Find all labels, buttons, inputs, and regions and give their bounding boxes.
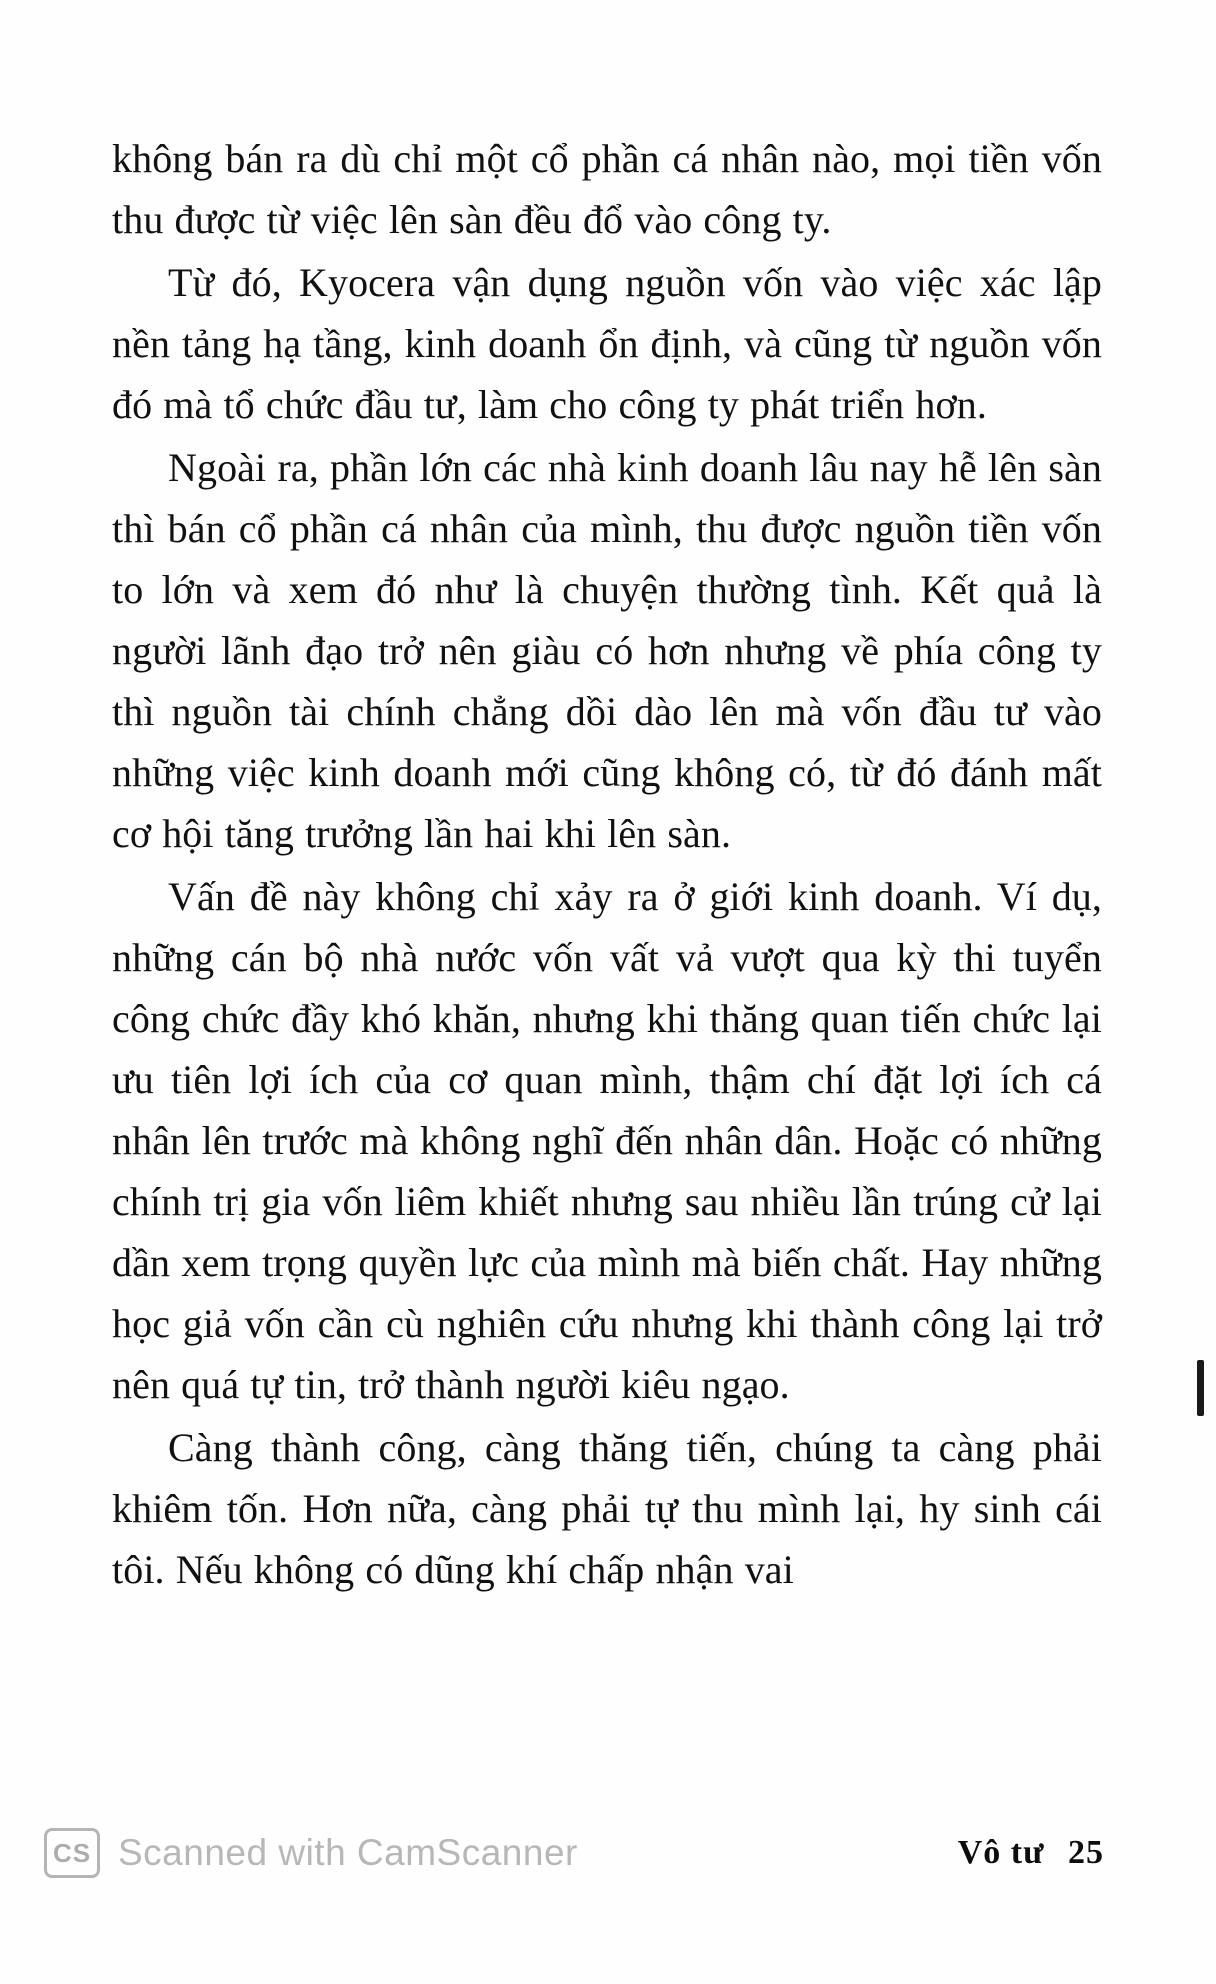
camscanner-label: Scanned with CamScanner bbox=[118, 1832, 578, 1873]
camscanner-watermark bbox=[44, 1828, 578, 1878]
paragraph: Vấn đề này không chỉ xảy ra ở giới kinh doanh. Ví dụ, những cán bộ nhà nước vốn vất vả vượt qua kỳ thi tuyển công chức đầy khó khăn, nhưng khi thăng quan tiến chức lại ưu tiên lợi ích của cơ quan mình, thậm chí đặt lợi ích cá nhân lên trước mà không nghĩ đến nhân dân. Hoặc có những chính trị gia vốn liêm khiết nhưng sau nhiều lần trúng cử lại dần xem trọng quyền lực của mình mà biến chất. Hay những học giả vốn cần cù nghiên cứu nhưng khi thành công lại trở nên quá tự tin, trở thành người kiêu ngạo. bbox=[112, 874, 1102, 1407]
folio bbox=[958, 1834, 1104, 1872]
body-text-column bbox=[112, 128, 1102, 1602]
paragraph: Càng thành công, càng thăng tiến, chúng ta càng phải khiêm tốn. Hơn nữa, càng phải tự thu mình lại, hy sinh cái tôi. Nếu không có dũng khí chấp nhận vai bbox=[112, 1425, 1102, 1592]
camscanner-badge-icon: CS bbox=[44, 1828, 100, 1878]
paragraph: Ngoài ra, phần lớn các nhà kinh doanh lâu nay hễ lên sàn thì bán cổ phần cá nhân của mình, thu được nguồn tiền vốn to lớn và xem đó như là chuyện thường tình. Kết quả là người lãnh đạo trở nên giàu có hơn nhưng về phía công ty thì nguồn tài chính chẳng dồi dào lên mà vốn đầu tư vào những việc kinh doanh mới cũng không có, từ đó đánh mất cơ hội tăng trưởng lần hai khi lên sàn. bbox=[112, 445, 1102, 856]
running-head: Vô tư bbox=[957, 1834, 1045, 1871]
page-number: 25 bbox=[1068, 1834, 1104, 1871]
page-edge-mark bbox=[1197, 1360, 1204, 1416]
paragraph: không bán ra dù chỉ một cổ phần cá nhân nào, mọi tiền vốn thu được từ việc lên sàn đều đổ vào công ty. bbox=[112, 136, 1102, 242]
page-footer bbox=[0, 1828, 1216, 1888]
paragraph: Từ đó, Kyocera vận dụng nguồn vốn vào việc xác lập nền tảng hạ tầng, kinh doanh ổn định, và cũng từ nguồn vốn đó mà tổ chức đầu tư, làm cho công ty phát triển hơn. bbox=[112, 260, 1102, 427]
